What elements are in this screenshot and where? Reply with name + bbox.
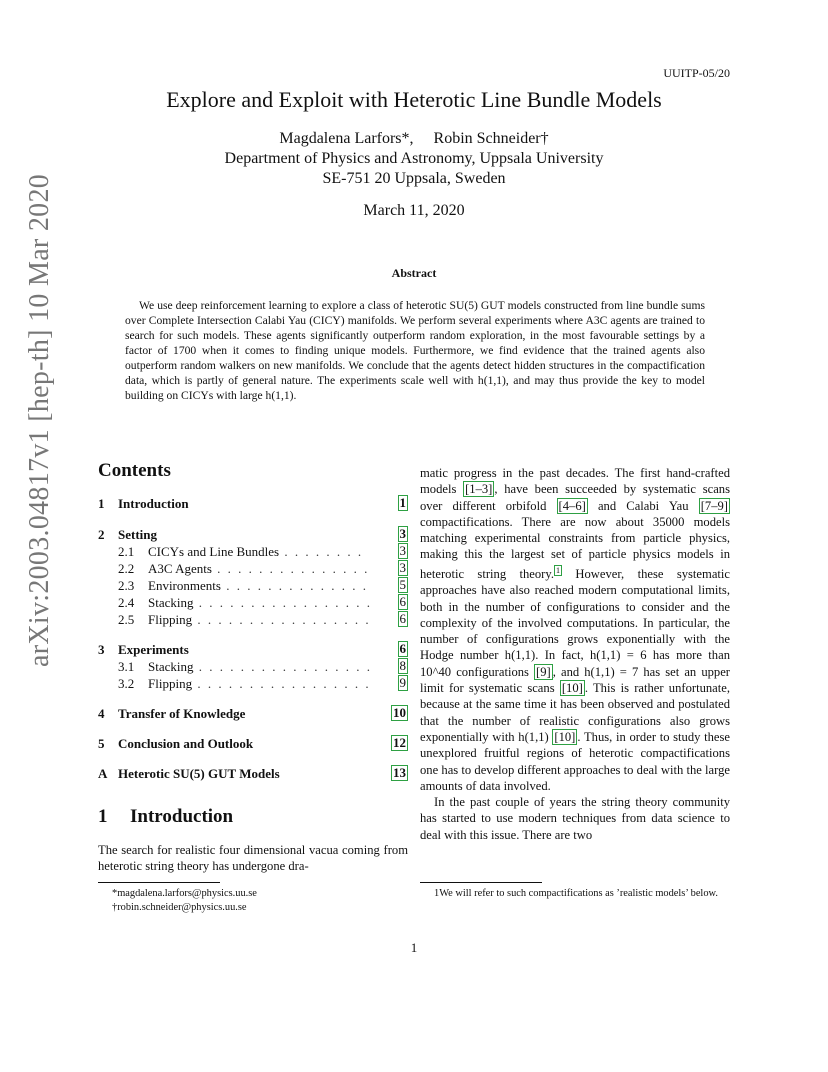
affiliation: Department of Physics and Astronomy, Uppsala University bbox=[224, 150, 604, 167]
text-run: and Calabi Yau bbox=[587, 498, 699, 513]
paper-title: Explore and Exploit with Heterotic Line Bundle Models bbox=[166, 87, 662, 112]
footnote-email-1[interactable]: *magdalena.larfors@physics.uu.se bbox=[112, 888, 257, 899]
toc-page-link[interactable]: 5 bbox=[399, 577, 406, 592]
toc-page-link[interactable]: 10 bbox=[393, 705, 406, 720]
toc-entry-a3c-agents[interactable]: 2.2 A3C Agents . . . . . . . . . . . . . . . 3 bbox=[118, 560, 406, 576]
toc-number: 3.2 bbox=[118, 676, 135, 691]
toc-label: CICYs and Line Bundles bbox=[148, 544, 280, 559]
toc-number: 2 bbox=[98, 527, 105, 542]
toc-page-link[interactable]: 6 bbox=[399, 641, 406, 656]
toc-label: Setting bbox=[118, 527, 157, 542]
citation-link[interactable]: [7–9] bbox=[700, 498, 728, 513]
text-run: . This is rather unfortunate, because at the same time it has been observed and postulated that the number of realistic configurations also grows exponentially with h(1,1) bbox=[420, 681, 730, 744]
toc-page-link[interactable]: 3 bbox=[399, 560, 406, 575]
toc-page-link[interactable]: 1 bbox=[399, 495, 406, 510]
toc-number: 5 bbox=[98, 736, 105, 751]
section-heading-introduction bbox=[98, 806, 233, 828]
address: SE-751 20 Uppsala, Sweden bbox=[322, 170, 506, 187]
section-title: Introduction bbox=[130, 806, 234, 827]
footnote-link[interactable]: 1 bbox=[556, 565, 561, 575]
toc-entry-cicys[interactable]: 2.1 CICYs and Line Bundles . . . . . . . . 3 bbox=[118, 543, 406, 559]
contents-heading: Contents bbox=[98, 460, 171, 481]
toc-label: Stacking bbox=[148, 595, 194, 610]
page-number: 1 bbox=[410, 940, 418, 955]
toc-entry-flipping[interactable]: 2.5 Flipping . . . . . . . . . . . . . . . . . 6 bbox=[118, 611, 406, 627]
toc-number: 3.1 bbox=[118, 659, 135, 674]
intro-paragraph-left: The search for realistic four dimensional vacua coming from heterotic string theory has undergone dra- bbox=[98, 843, 408, 874]
author-names: Magdalena Larfors*, Robin Schneider† bbox=[279, 130, 549, 147]
toc-label: Introduction bbox=[118, 496, 189, 511]
intro-paragraph: In the past couple of years the string theory community has started to use modern techniques from data science to deal with this issue. There are two bbox=[420, 795, 730, 842]
toc-page-link[interactable]: 13 bbox=[393, 765, 406, 780]
toc-number: 2.4 bbox=[118, 595, 135, 610]
section-number: 1 bbox=[98, 806, 108, 827]
toc-number: 2.5 bbox=[118, 612, 135, 627]
toc-entry-stacking[interactable]: 2.4 Stacking . . . . . . . . . . . . . . . . . 6 bbox=[118, 594, 406, 610]
text-run: matic progress in the past decades. The first hand-crafted models bbox=[420, 466, 730, 497]
intro-column-right bbox=[420, 465, 730, 843]
report-number: UUITP-05/20 bbox=[663, 66, 730, 80]
toc-number: 2.3 bbox=[118, 578, 135, 593]
toc-entry-introduction[interactable] bbox=[98, 496, 408, 512]
toc-number: 3 bbox=[98, 642, 105, 657]
toc-page-link[interactable]: 9 bbox=[399, 675, 406, 690]
toc-number: 2.2 bbox=[118, 561, 135, 576]
toc-page-link[interactable]: 8 bbox=[399, 658, 406, 673]
footnote-1: 1We will refer to such compactifications as ’realistic models’ below. bbox=[434, 888, 718, 899]
footnote-email-2[interactable]: †robin.schneider@physics.uu.se bbox=[112, 902, 247, 913]
toc-label: A3C Agents bbox=[148, 561, 212, 576]
date: March 11, 2020 bbox=[363, 202, 465, 219]
citation-link[interactable]: [1–3] bbox=[465, 482, 493, 497]
toc-page-link[interactable]: 3 bbox=[399, 543, 406, 558]
toc-entry-experiments[interactable] bbox=[98, 642, 408, 658]
toc-entry-conclusion[interactable] bbox=[98, 736, 408, 752]
citation-link[interactable]: [9] bbox=[536, 664, 551, 679]
toc-entry-setting[interactable] bbox=[98, 527, 408, 543]
citation-link[interactable]: [10] bbox=[561, 681, 583, 696]
toc-number: 2.1 bbox=[118, 544, 135, 559]
text-run: , have been succeeded by systematic scans over different orbifold bbox=[420, 482, 730, 513]
text-run: compactifications. There are now about 35000 models matching experimental constraints from particle physics, making this the largest set of particle physics models in heterotic string theory. bbox=[420, 514, 730, 581]
toc-number: 4 bbox=[98, 706, 105, 721]
text-run: . Thus, in order to study these unexplored fruitful regions of heterotic compactifications one has to develop different approaches to deal with the large amounts of data involved. bbox=[420, 729, 730, 793]
toc-label: Environments bbox=[148, 578, 221, 593]
citation-link[interactable]: [10] bbox=[554, 729, 576, 744]
footnote-rule-right bbox=[420, 882, 542, 883]
toc-label: Heterotic SU(5) GUT Models bbox=[118, 766, 280, 781]
intro-paragraph bbox=[420, 465, 730, 794]
toc-page-link[interactable]: 12 bbox=[393, 735, 406, 750]
toc-label: Transfer of Knowledge bbox=[118, 706, 246, 721]
toc-page-link[interactable]: 6 bbox=[399, 594, 406, 609]
toc-number: A bbox=[98, 766, 108, 781]
toc-label: Stacking bbox=[148, 659, 194, 674]
arxiv-identifier: arXiv:2003.04817v1 [hep-th] 10 Mar 2020 bbox=[24, 173, 55, 667]
text-run: However, these systematic approaches have also reached modern computational limits, both in the number of configurations to consider and the complexity of the involved computations. In particular, the number of configurations grows exponentially with the Hodge number h(1,1). In fact, h(1,1) = 6 has more than 10^40 configurations bbox=[420, 566, 730, 679]
abstract-heading: Abstract bbox=[391, 266, 437, 280]
toc-entry-environments[interactable]: 2.3 Environments . . . . . . . . . . . . . . 5 bbox=[118, 577, 406, 593]
toc-page-link[interactable]: 6 bbox=[399, 611, 406, 626]
toc-label: Experiments bbox=[118, 642, 189, 657]
toc-entry-exp-flipping[interactable]: 3.2 Flipping . . . . . . . . . . . . . . . . . 9 bbox=[118, 675, 406, 691]
authors bbox=[0, 130, 828, 148]
citation-link[interactable]: [4–6] bbox=[558, 498, 586, 513]
text-run: , and h(1,1) = 7 has set an upper limit for systematic scans bbox=[420, 664, 731, 696]
toc-number: 1 bbox=[98, 496, 105, 511]
toc-label: Flipping bbox=[148, 612, 193, 627]
footnote-rule-left bbox=[98, 882, 220, 883]
abstract-text: We use deep reinforcement learning to explore a class of heterotic SU(5) GUT models constructed from line bundle sums over Complete Intersection Calabi Yau (CICY) manifolds. We perform several experiments where A3C agents are trained to search for such models. These agents significantly outperform random exploration, in the most favourable settings by a factor of 1700 when it comes to finding unique models. Furthermore, we find evidence that the trained agents also outperform random walkers on new manifolds. We conclude that the agents detect hidden structures in the compactification data, which is partly of general nature. The experiments scale well with h(1,1), and may thus provide the key to model building on CICYs with large h(1,1). bbox=[125, 299, 705, 402]
toc-entry-appendix[interactable] bbox=[98, 766, 408, 782]
toc-entry-exp-stacking[interactable]: 3.1 Stacking . . . . . . . . . . . . . . . . . 8 bbox=[118, 658, 406, 674]
toc-label: Conclusion and Outlook bbox=[118, 736, 254, 751]
toc-label: Flipping bbox=[148, 676, 193, 691]
toc-entry-transfer[interactable] bbox=[98, 706, 408, 722]
toc-page-link[interactable]: 3 bbox=[399, 526, 406, 541]
